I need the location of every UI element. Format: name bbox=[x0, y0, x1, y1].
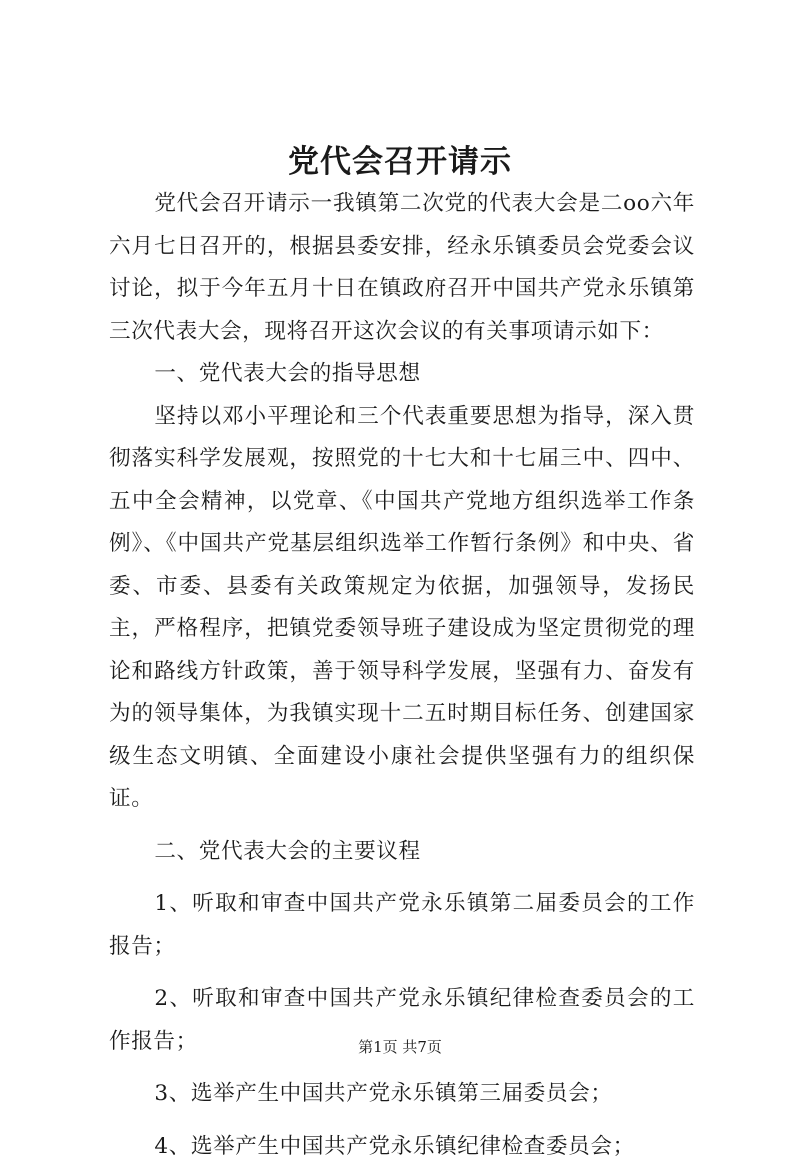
document-body bbox=[109, 183, 695, 1168]
paragraph-guiding-thought: 坚持以邓小平理论和三个代表重要思想为指导，深入贯彻落实科学发展观，按照党的十七大和十七届三中、四中、五中全会精神，以党章、《中国共产党地方组织选举工作条例》、《中国共产党基层组织选举工作暂行条例》和中央、省委、市委、县委有关政策规定为依据，加强领导，发扬民主，严格程序，把镇党委领导班子建设成为坚定贯彻党的理论和路线方针政策，善于领导科学发展，坚强有力、奋发有为的领导集体，为我镇实现十二五时期目标任务、创建国家级生态文明镇、全面建设小康社会提供坚强有力的组织保证。 bbox=[109, 396, 695, 821]
agenda-item-4: 4、选举产生中国共产党永乐镇纪律检查委员会； bbox=[109, 1126, 695, 1168]
section-heading-agenda: 二、党代表大会的主要议程 bbox=[109, 831, 695, 874]
page-footer: 第1页 共7页 bbox=[0, 1036, 800, 1058]
document-title: 党代会召开请示 bbox=[0, 140, 800, 184]
agenda-item-3: 3、选举产生中国共产党永乐镇第三届委员会； bbox=[109, 1073, 695, 1116]
section-heading-guiding-thought: 一、党代表大会的指导思想 bbox=[109, 353, 695, 396]
agenda-item-1: 1、听取和审查中国共产党永乐镇第二届委员会的工作报告； bbox=[109, 883, 695, 968]
paragraph-intro: 党代会召开请示一我镇第二次党的代表大会是二oo六年六月七日召开的，根据县委安排，经永乐镇委员会党委会议讨论，拟于今年五月十日在镇政府召开中国共产党永乐镇第三次代表大会，现将召开这次会议的有关事项请示如下： bbox=[109, 183, 695, 353]
agenda-item-2: 2、听取和审查中国共产党永乐镇纪律检查委员会的工作报告； bbox=[109, 978, 695, 1063]
